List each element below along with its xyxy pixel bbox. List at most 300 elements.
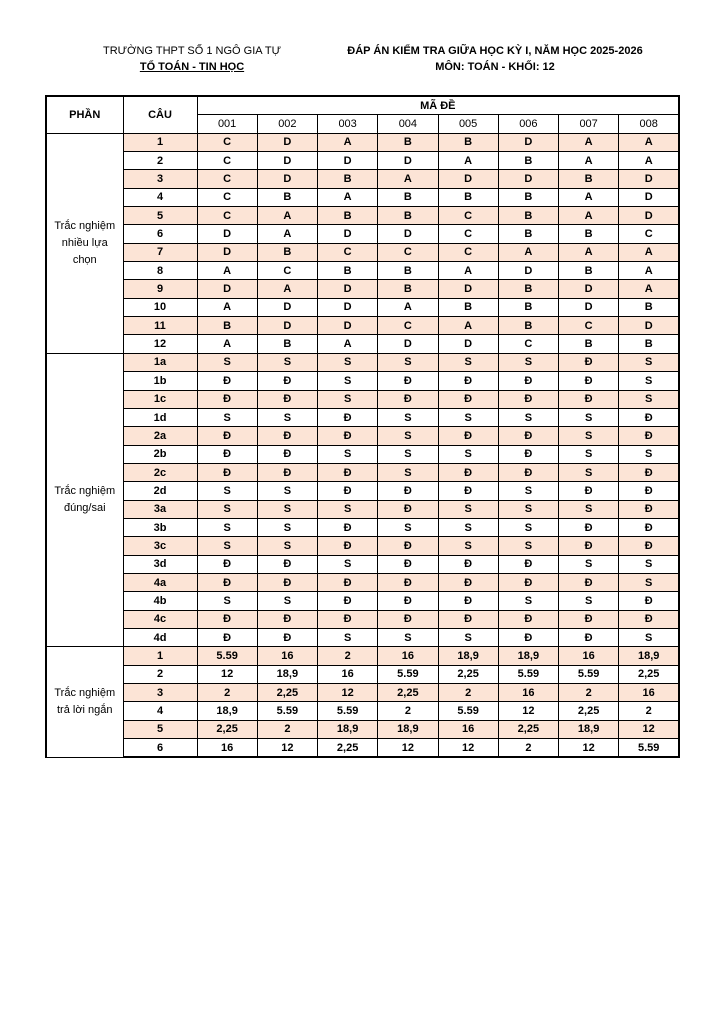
answer-cell: D: [378, 335, 438, 353]
answer-cell: Đ: [619, 537, 679, 555]
answer-row: [46, 133, 679, 151]
question-number: 3d: [123, 555, 197, 573]
answer-cell: Đ: [498, 427, 558, 445]
answer-cell: Đ: [438, 372, 498, 390]
answer-cell: D: [438, 170, 498, 188]
answer-cell: Đ: [197, 573, 257, 591]
answer-cell: 5.59: [438, 702, 498, 720]
answer-cell: S: [257, 500, 317, 518]
question-number: 4: [123, 188, 197, 206]
answer-cell: B: [619, 335, 679, 353]
answer-row: [46, 408, 679, 426]
answer-cell: S: [197, 482, 257, 500]
answer-cell: B: [378, 280, 438, 298]
answer-cell: Đ: [197, 555, 257, 573]
answer-cell: D: [619, 170, 679, 188]
answer-row: [46, 537, 679, 555]
section-name: Trắc nghiệm đúng/sai: [46, 353, 123, 647]
answer-cell: Đ: [498, 463, 558, 481]
answer-cell: B: [619, 298, 679, 316]
question-number: 1d: [123, 408, 197, 426]
exam-code-003: 003: [318, 115, 378, 133]
answer-cell: S: [197, 537, 257, 555]
answer-cell: D: [257, 317, 317, 335]
answer-cell: D: [318, 280, 378, 298]
answer-cell: S: [318, 500, 378, 518]
answer-cell: B: [378, 133, 438, 151]
answer-cell: S: [498, 353, 558, 371]
answer-cell: D: [197, 243, 257, 261]
answer-cell: S: [318, 555, 378, 573]
answer-cell: S: [438, 445, 498, 463]
question-number: 11: [123, 317, 197, 335]
answer-cell: B: [257, 188, 317, 206]
answer-cell: S: [559, 555, 619, 573]
answer-cell: C: [197, 170, 257, 188]
answer-cell: 2,25: [197, 720, 257, 738]
answer-cell: A: [559, 207, 619, 225]
answer-cell: S: [318, 445, 378, 463]
answer-cell: A: [619, 133, 679, 151]
answer-cell: 2,25: [378, 684, 438, 702]
answer-cell: S: [438, 353, 498, 371]
answer-row: [46, 573, 679, 591]
question-number: 2c: [123, 463, 197, 481]
answer-cell: B: [559, 225, 619, 243]
answer-cell: S: [619, 353, 679, 371]
answer-cell: Đ: [438, 555, 498, 573]
answer-cell: Đ: [197, 372, 257, 390]
answer-row: [46, 500, 679, 518]
answer-cell: S: [197, 592, 257, 610]
answer-cell: S: [197, 353, 257, 371]
answer-cell: C: [438, 207, 498, 225]
question-number: 1: [123, 647, 197, 665]
answer-row: [46, 427, 679, 445]
answer-cell: Đ: [498, 390, 558, 408]
answer-cell: 16: [257, 647, 317, 665]
answer-cell: Đ: [559, 372, 619, 390]
answer-cell: 18,9: [318, 720, 378, 738]
answer-cell: B: [498, 152, 558, 170]
answer-cell: Đ: [619, 500, 679, 518]
answer-cell: Đ: [257, 573, 317, 591]
exam-code-006: 006: [498, 115, 558, 133]
answer-cell: Đ: [559, 573, 619, 591]
answer-row: [46, 628, 679, 646]
answer-cell: B: [257, 335, 317, 353]
answer-cell: S: [197, 518, 257, 536]
answer-cell: 2: [197, 684, 257, 702]
answer-cell: D: [197, 225, 257, 243]
answer-cell: B: [378, 262, 438, 280]
answer-cell: Đ: [438, 463, 498, 481]
answer-cell: S: [257, 518, 317, 536]
answer-cell: S: [378, 518, 438, 536]
answer-cell: Đ: [378, 610, 438, 628]
answer-cell: Đ: [438, 610, 498, 628]
answer-cell: S: [438, 537, 498, 555]
answer-cell: S: [318, 628, 378, 646]
answer-cell: 2: [498, 739, 558, 758]
answer-cell: Đ: [619, 610, 679, 628]
answer-cell: D: [559, 298, 619, 316]
answer-cell: 12: [498, 702, 558, 720]
answer-cell: B: [378, 188, 438, 206]
answer-row: [46, 463, 679, 481]
question-number: 4d: [123, 628, 197, 646]
answer-cell: C: [498, 335, 558, 353]
answer-cell: D: [498, 170, 558, 188]
answer-row: [46, 170, 679, 188]
answer-cell: Đ: [559, 482, 619, 500]
answer-row: [46, 665, 679, 683]
answer-cell: S: [619, 573, 679, 591]
answer-cell: S: [257, 482, 317, 500]
answer-cell: S: [498, 592, 558, 610]
answer-cell: B: [438, 298, 498, 316]
answer-cell: B: [498, 317, 558, 335]
answer-cell: D: [318, 317, 378, 335]
answer-cell: C: [197, 133, 257, 151]
answer-cell: S: [498, 408, 558, 426]
answer-cell: S: [378, 408, 438, 426]
answer-cell: D: [257, 152, 317, 170]
answer-cell: Đ: [619, 427, 679, 445]
answer-cell: S: [257, 537, 317, 555]
answer-cell: 2,25: [498, 720, 558, 738]
answer-cell: S: [438, 628, 498, 646]
answer-cell: B: [438, 188, 498, 206]
answer-cell: Đ: [378, 592, 438, 610]
answer-cell: S: [257, 353, 317, 371]
answer-cell: B: [559, 262, 619, 280]
answer-cell: Đ: [559, 628, 619, 646]
answer-cell: 5.59: [559, 665, 619, 683]
answer-row: [46, 152, 679, 170]
answer-cell: Đ: [197, 445, 257, 463]
answer-cell: 18,9: [197, 702, 257, 720]
answer-row: [46, 555, 679, 573]
exam-code-001: 001: [197, 115, 257, 133]
question-number: 10: [123, 298, 197, 316]
answer-row: [46, 592, 679, 610]
answer-cell: S: [559, 408, 619, 426]
answer-cell: Đ: [197, 390, 257, 408]
answer-row: [46, 298, 679, 316]
answer-cell: S: [257, 592, 317, 610]
answer-cell: 16: [619, 684, 679, 702]
school-name: TRƯỜNG THPT SỐ 1 NGÔ GIA TỰ: [103, 45, 281, 57]
question-number: 2: [123, 152, 197, 170]
answer-cell: A: [197, 335, 257, 353]
answer-cell: A: [378, 170, 438, 188]
answer-cell: C: [197, 188, 257, 206]
answer-cell: 18,9: [559, 720, 619, 738]
answer-cell: A: [559, 133, 619, 151]
question-number: 3: [123, 684, 197, 702]
question-number: 5: [123, 207, 197, 225]
answer-cell: Đ: [498, 573, 558, 591]
answer-cell: Đ: [559, 353, 619, 371]
answer-cell: 5.59: [197, 647, 257, 665]
answer-row: [46, 518, 679, 536]
question-number: 3c: [123, 537, 197, 555]
answer-row: [46, 317, 679, 335]
answer-cell: Đ: [438, 573, 498, 591]
answer-cell: S: [318, 372, 378, 390]
answer-cell: B: [498, 225, 558, 243]
answer-cell: Đ: [197, 628, 257, 646]
answer-row: [46, 280, 679, 298]
answer-cell: C: [318, 243, 378, 261]
answer-cell: Đ: [559, 610, 619, 628]
exam-title: ĐÁP ÁN KIỂM TRA GIỮA HỌC KỲ I, NĂM HỌC 2025-2026: [347, 45, 643, 57]
answer-cell: A: [257, 225, 317, 243]
question-number: 9: [123, 280, 197, 298]
answer-cell: Đ: [257, 610, 317, 628]
answer-row: [46, 372, 679, 390]
answer-cell: Đ: [378, 573, 438, 591]
answer-cell: S: [378, 427, 438, 445]
answer-cell: Đ: [318, 592, 378, 610]
answer-cell: S: [559, 500, 619, 518]
answer-cell: C: [559, 317, 619, 335]
answer-cell: Đ: [378, 482, 438, 500]
answer-cell: D: [378, 225, 438, 243]
answer-cell: B: [498, 188, 558, 206]
answer-cell: Đ: [438, 427, 498, 445]
answer-cell: S: [197, 408, 257, 426]
answer-cell: D: [197, 280, 257, 298]
answer-cell: S: [438, 500, 498, 518]
answer-cell: A: [378, 298, 438, 316]
question-number: 6: [123, 225, 197, 243]
answer-cell: Đ: [619, 482, 679, 500]
answer-cell: S: [378, 463, 438, 481]
answer-cell: S: [498, 500, 558, 518]
answer-cell: S: [378, 628, 438, 646]
answer-cell: D: [257, 298, 317, 316]
answer-cell: Đ: [498, 372, 558, 390]
answer-cell: 2: [619, 702, 679, 720]
answer-cell: 18,9: [498, 647, 558, 665]
answer-cell: Đ: [257, 555, 317, 573]
answer-cell: A: [619, 280, 679, 298]
answer-cell: S: [619, 628, 679, 646]
answer-cell: S: [438, 408, 498, 426]
answer-cell: B: [197, 317, 257, 335]
answer-cell: S: [498, 482, 558, 500]
answer-cell: 12: [619, 720, 679, 738]
answer-cell: C: [257, 262, 317, 280]
answer-cell: B: [257, 243, 317, 261]
answer-cell: 2: [318, 647, 378, 665]
section-name: Trắc nghiệm trả lời ngắn: [46, 647, 123, 758]
answer-cell: 12: [318, 684, 378, 702]
answer-row: [46, 739, 679, 758]
answer-cell: A: [438, 152, 498, 170]
answer-cell: B: [498, 298, 558, 316]
answer-cell: D: [619, 207, 679, 225]
answer-cell: 5.59: [619, 739, 679, 758]
answer-cell: Đ: [257, 427, 317, 445]
answer-cell: S: [197, 500, 257, 518]
answer-cell: S: [619, 390, 679, 408]
answer-cell: Đ: [257, 445, 317, 463]
question-number: 4c: [123, 610, 197, 628]
answer-cell: Đ: [438, 592, 498, 610]
answer-cell: Đ: [559, 537, 619, 555]
answer-cell: Đ: [378, 390, 438, 408]
answer-cell: D: [438, 335, 498, 353]
answer-cell: A: [318, 188, 378, 206]
question-number: 8: [123, 262, 197, 280]
answer-cell: Đ: [378, 372, 438, 390]
answer-cell: C: [438, 225, 498, 243]
question-number: 4: [123, 702, 197, 720]
answer-cell: Đ: [318, 408, 378, 426]
answer-cell: 12: [378, 739, 438, 758]
answer-cell: Đ: [318, 518, 378, 536]
answer-cell: A: [438, 317, 498, 335]
answer-cell: 12: [257, 739, 317, 758]
answer-cell: S: [378, 353, 438, 371]
exam-subject: MÔN: TOÁN - KHỐI: 12: [435, 61, 555, 73]
answer-cell: 5.59: [318, 702, 378, 720]
answer-cell: 2: [438, 684, 498, 702]
answer-cell: 2: [378, 702, 438, 720]
section-name: Trắc nghiệm nhiều lựa chọn: [46, 133, 123, 353]
answer-cell: D: [498, 262, 558, 280]
answer-cell: A: [559, 152, 619, 170]
answer-cell: A: [619, 262, 679, 280]
answer-cell: Đ: [559, 390, 619, 408]
answer-cell: Đ: [318, 610, 378, 628]
exam-code-008: 008: [619, 115, 679, 133]
answer-cell: A: [559, 188, 619, 206]
answer-cell: A: [197, 262, 257, 280]
answer-cell: B: [438, 133, 498, 151]
question-number: 1b: [123, 372, 197, 390]
answer-cell: 2,25: [559, 702, 619, 720]
answer-cell: Đ: [378, 555, 438, 573]
answer-row: [46, 647, 679, 665]
answer-cell: D: [318, 225, 378, 243]
answer-cell: C: [378, 317, 438, 335]
answer-row: [46, 684, 679, 702]
answer-cell: Đ: [378, 500, 438, 518]
answer-cell: C: [438, 243, 498, 261]
answer-row: [46, 482, 679, 500]
answer-cell: B: [498, 280, 558, 298]
answer-cell: 18,9: [257, 665, 317, 683]
answer-cell: Đ: [318, 537, 378, 555]
answer-cell: A: [318, 133, 378, 151]
question-number: 12: [123, 335, 197, 353]
answer-cell: 12: [438, 739, 498, 758]
answer-row: [46, 262, 679, 280]
answer-cell: S: [438, 518, 498, 536]
answer-row: [46, 225, 679, 243]
answer-cell: 5.59: [257, 702, 317, 720]
answer-cell: B: [559, 335, 619, 353]
answer-cell: S: [498, 537, 558, 555]
header-part: PHẦN: [46, 96, 123, 133]
answer-cell: D: [257, 133, 317, 151]
answer-cell: Đ: [197, 463, 257, 481]
answer-cell: 2,25: [619, 665, 679, 683]
answer-cell: 18,9: [438, 647, 498, 665]
question-number: 1a: [123, 353, 197, 371]
question-number: 3a: [123, 500, 197, 518]
answer-cell: Đ: [498, 555, 558, 573]
school-header: [62, 43, 322, 75]
answer-cell: A: [257, 207, 317, 225]
answer-cell: 18,9: [619, 647, 679, 665]
answer-cell: 16: [318, 665, 378, 683]
answer-row: [46, 353, 679, 371]
answer-cell: B: [498, 207, 558, 225]
answer-cell: S: [257, 408, 317, 426]
department-name: TỔ TOÁN - TIN HỌC: [139, 61, 245, 73]
question-number: 2b: [123, 445, 197, 463]
answer-cell: C: [197, 152, 257, 170]
answer-row: [46, 702, 679, 720]
exam-code-005: 005: [438, 115, 498, 133]
answer-cell: 18,9: [378, 720, 438, 738]
answer-cell: Đ: [318, 573, 378, 591]
answer-cell: A: [438, 262, 498, 280]
answer-cell: A: [498, 243, 558, 261]
question-number: 7: [123, 243, 197, 261]
answer-cell: S: [318, 353, 378, 371]
answer-cell: 16: [378, 647, 438, 665]
answer-cell: D: [498, 133, 558, 151]
answer-cell: Đ: [438, 390, 498, 408]
answer-cell: S: [559, 427, 619, 445]
answer-cell: A: [257, 280, 317, 298]
question-number: 1c: [123, 390, 197, 408]
question-number: 5: [123, 720, 197, 738]
answer-cell: S: [619, 555, 679, 573]
answer-key-table: [45, 95, 680, 758]
answer-cell: Đ: [318, 482, 378, 500]
answer-cell: 12: [197, 665, 257, 683]
question-number: 3: [123, 170, 197, 188]
answer-row: [46, 610, 679, 628]
answer-cell: C: [378, 243, 438, 261]
answer-cell: Đ: [498, 610, 558, 628]
answer-cell: Đ: [197, 427, 257, 445]
answer-cell: 2,25: [257, 684, 317, 702]
question-number: 4b: [123, 592, 197, 610]
answer-cell: 12: [559, 739, 619, 758]
answer-cell: 16: [438, 720, 498, 738]
answer-cell: Đ: [318, 427, 378, 445]
answer-row: [46, 445, 679, 463]
answer-cell: D: [619, 188, 679, 206]
answer-cell: D: [257, 170, 317, 188]
answer-cell: A: [619, 152, 679, 170]
answer-cell: S: [619, 445, 679, 463]
answer-cell: Đ: [559, 518, 619, 536]
answer-cell: S: [619, 372, 679, 390]
answer-cell: S: [559, 445, 619, 463]
answer-cell: 16: [498, 684, 558, 702]
exam-header: [330, 43, 660, 75]
answer-cell: A: [197, 298, 257, 316]
